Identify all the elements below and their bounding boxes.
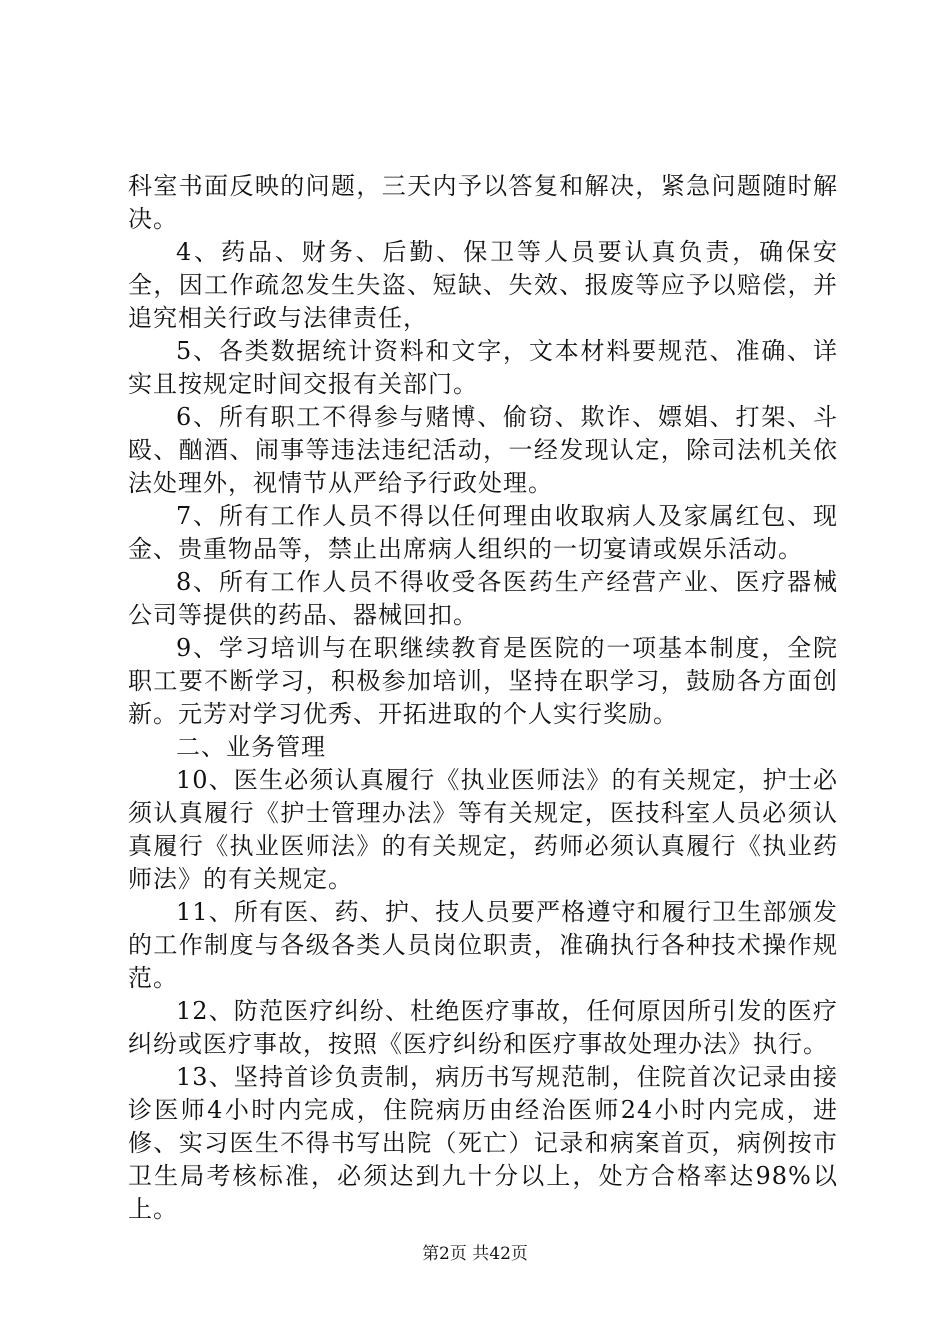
document-body xyxy=(128,170,838,1226)
paragraph-item-10: 10、医生必须认真履行《执业医师法》的有关规定，护士必须认真履行《护士管理办法》等有关规定，医技科室人员必须认真履行《执业医师法》的有关规定，药师必须认真履行《执业药师法》的有关规定。 xyxy=(128,766,838,893)
paragraph-item-12: 12、防范医疗纠纷、杜绝医疗事故，任何原因所引发的医疗纠纷或医疗事故，按照《医疗纠纷和医疗事故处理办法》执行。 xyxy=(128,997,838,1058)
paragraph-item-6: 6、所有职工不得参与赌博、偷窃、欺诈、嫖娼、打架、斗殴、酗酒、闹事等违法违纪活动，一经发现认定，除司法机关依法处理外，视情节从严给予行政处理。 xyxy=(128,403,838,497)
paragraph-item-9: 9、学习培训与在职继续教育是医院的一项基本制度，全院职工要不断学习，积极参加培训，坚持在职学习，鼓励各方面创新。元芳对学习优秀、开拓进取的个人实行奖励。 xyxy=(128,634,838,728)
paragraph-item-4: 4、药品、财务、后勤、保卫等人员要认真负责，确保安全，因工作疏忽发生失盗、短缺、失效、报废等应予以赔偿，并追究相关行政与法律责任， xyxy=(128,238,838,332)
paragraph-item-11: 11、所有医、药、护、技人员要严格遵守和履行卫生部颁发的工作制度与各级各类人员岗位职责，准确执行各种技术操作规范。 xyxy=(128,898,838,992)
section-heading-business-management: 二、业务管理 xyxy=(176,733,326,761)
paragraph-item-7: 7、所有工作人员不得以任何理由收取病人及家属红包、现金、贵重物品等，禁止出席病人组织的一切宴请或娱乐活动。 xyxy=(128,502,838,563)
paragraph-item-13: 13、坚持首诊负责制，病历书写规范制，住院首次记录由接诊医师4小时内完成，住院病历由经治医师24小时内完成，进修、实习医生不得书写出院（死亡）记录和病案首页，病例按市卫生局考核标准，必须达到九十分以上，处方合格率达98%以上。 xyxy=(128,1063,838,1223)
paragraph-item-5: 5、各类数据统计资料和文字，文本材料要规范、准确、详实且按规定时间交报有关部门。 xyxy=(128,337,838,398)
page-number-footer: 第2页 共42页 xyxy=(422,1244,528,1264)
paragraph-item-8: 8、所有工作人员不得收受各医药生产经营产业、医疗器械公司等提供的药品、器械回扣。 xyxy=(128,568,838,629)
paragraph-continuation: 科室书面反映的问题，三天内予以答复和解决，紧急问题随时解决。 xyxy=(128,172,838,233)
